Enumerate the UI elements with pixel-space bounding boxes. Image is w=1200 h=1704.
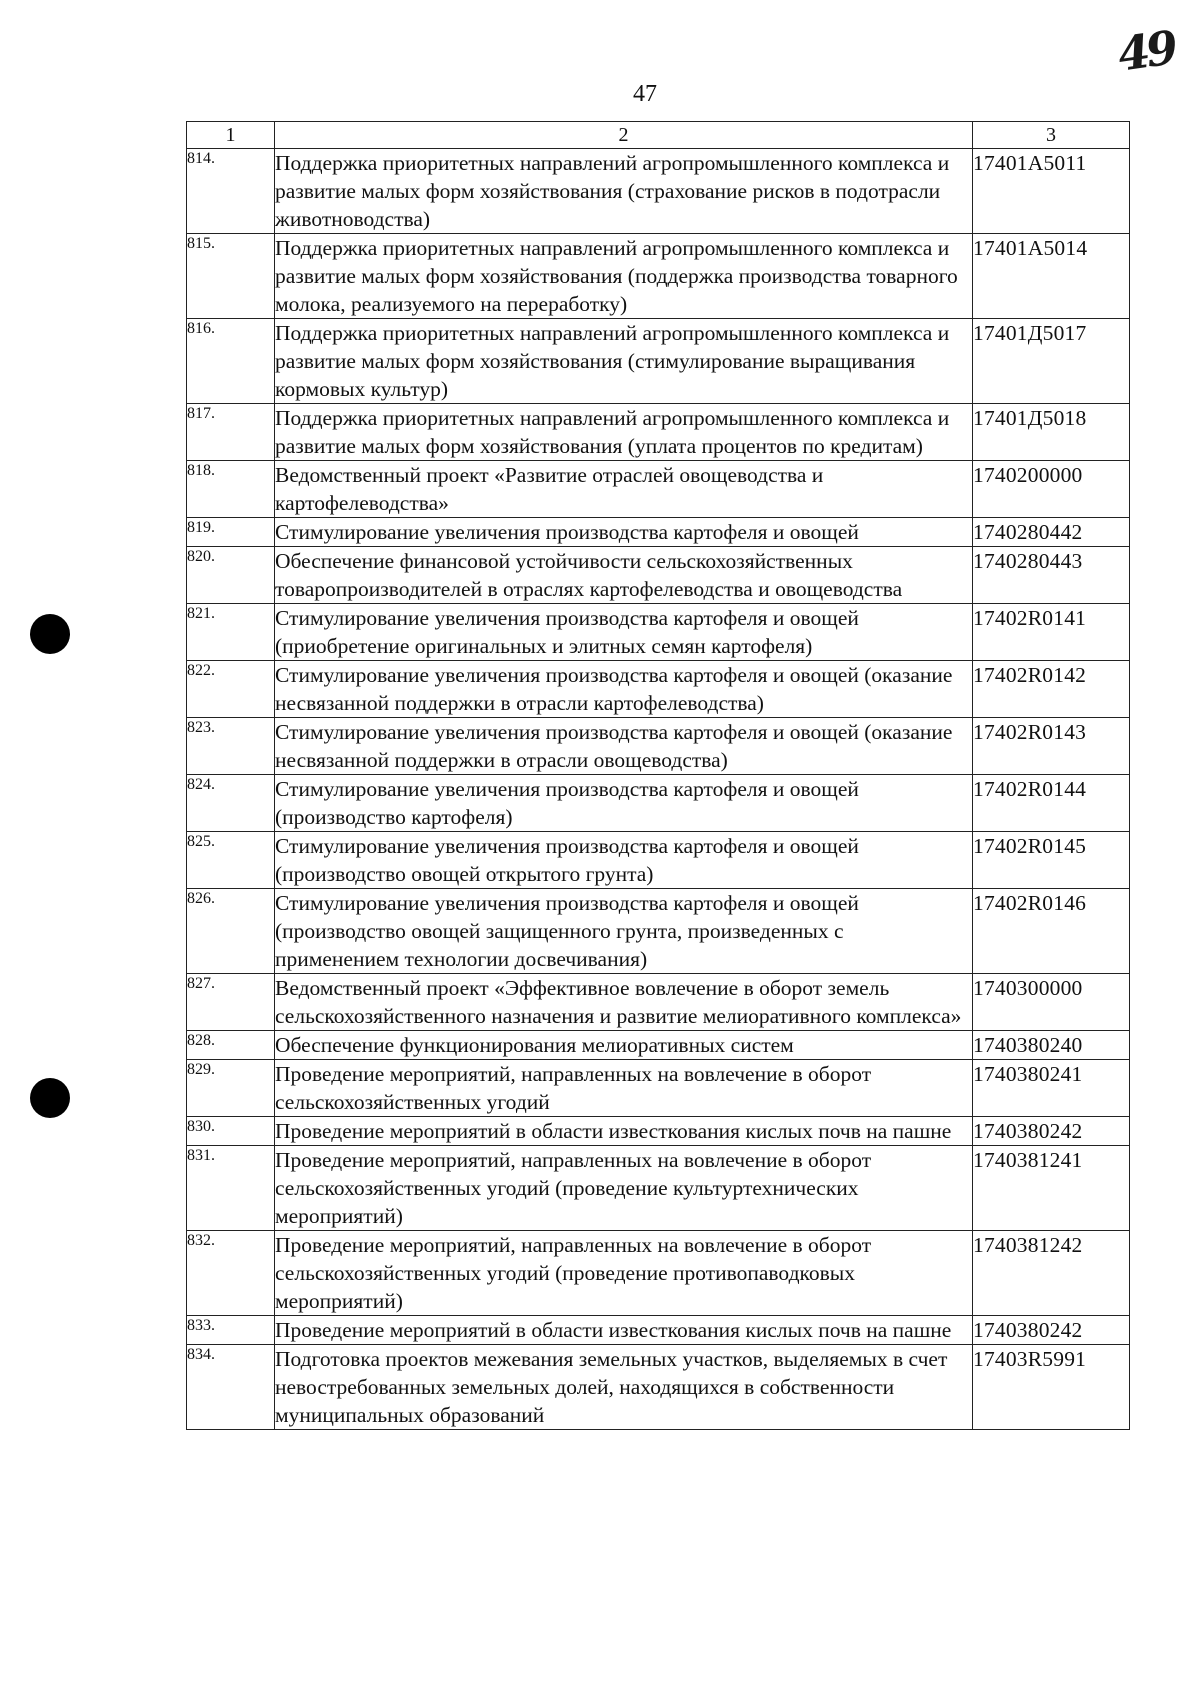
column-header-name: 2	[275, 122, 973, 149]
row-name: Ведомственный проект «Эффективное вовлечение в оборот земель сельскохозяйственного назначения и развитие мелиоративного комплекса»	[275, 974, 973, 1031]
row-number: 833.	[187, 1316, 275, 1345]
row-name: Поддержка приоритетных направлений агропромышленного комплекса и развитие малых форм хозяйствования (страхование рисков в подотрасли животноводства)	[275, 149, 973, 234]
table-row	[187, 718, 1130, 775]
table-row	[187, 1316, 1130, 1345]
table-row	[187, 974, 1130, 1031]
table-row	[187, 461, 1130, 518]
row-name: Стимулирование увеличения производства картофеля и овощей	[275, 518, 973, 547]
row-code: 1740280443	[973, 547, 1130, 604]
row-code: 1740280442	[973, 518, 1130, 547]
page-number: 47	[633, 81, 657, 107]
row-code: 1740380240	[973, 1031, 1130, 1060]
row-name: Проведение мероприятий в области известкования кислых почв на пашне	[275, 1316, 973, 1345]
row-number: 825.	[187, 832, 275, 889]
row-name: Проведение мероприятий, направленных на вовлечение в оборот сельскохозяйственных угодий (проведение культуртехнических мероприятий)	[275, 1146, 973, 1231]
row-name: Ведомственный проект «Развитие отраслей овощеводства и картофелеводства»	[275, 461, 973, 518]
row-number: 830.	[187, 1117, 275, 1146]
row-number: 827.	[187, 974, 275, 1031]
row-name: Стимулирование увеличения производства картофеля и овощей (производство овощей открытого грунта)	[275, 832, 973, 889]
table-row	[187, 775, 1130, 832]
table-row	[187, 518, 1130, 547]
table-row	[187, 1060, 1130, 1117]
table-row	[187, 1031, 1130, 1060]
row-number: 819.	[187, 518, 275, 547]
row-code: 1740381241	[973, 1146, 1130, 1231]
row-number: 832.	[187, 1231, 275, 1316]
row-code: 1740381242	[973, 1231, 1130, 1316]
row-number: 815.	[187, 234, 275, 319]
row-name: Обеспечение финансовой устойчивости сельскохозяйственных товаропроизводителей в отраслях картофелеводства и овощеводства	[275, 547, 973, 604]
row-name: Проведение мероприятий в области известкования кислых почв на пашне	[275, 1117, 973, 1146]
row-code: 17401А5011	[973, 149, 1130, 234]
row-name: Проведение мероприятий, направленных на вовлечение в оборот сельскохозяйственных угодий	[275, 1060, 973, 1117]
table-body	[187, 122, 1130, 1430]
punch-hole	[30, 614, 70, 654]
row-name: Поддержка приоритетных направлений агропромышленного комплекса и развитие малых форм хозяйствования (уплата процентов по кредитам)	[275, 404, 973, 461]
row-number: 831.	[187, 1146, 275, 1231]
row-number: 829.	[187, 1060, 275, 1117]
row-code: 1740380241	[973, 1060, 1130, 1117]
row-code: 1740380242	[973, 1316, 1130, 1345]
column-header-code: 3	[973, 122, 1130, 149]
row-number: 818.	[187, 461, 275, 518]
row-code: 17401Д5017	[973, 319, 1130, 404]
table-row	[187, 604, 1130, 661]
row-code: 17402R0144	[973, 775, 1130, 832]
row-number: 817.	[187, 404, 275, 461]
row-code: 17401Д5018	[973, 404, 1130, 461]
table-row	[187, 1117, 1130, 1146]
row-code: 17402R0145	[973, 832, 1130, 889]
row-name: Стимулирование увеличения производства картофеля и овощей (производство овощей защищенного грунта, произведенных с применением технологии досвечивания)	[275, 889, 973, 974]
table-row	[187, 889, 1130, 974]
table-header-row	[187, 122, 1130, 149]
table-row	[187, 234, 1130, 319]
table-row	[187, 404, 1130, 461]
table-row	[187, 547, 1130, 604]
row-name: Подготовка проектов межевания земельных участков, выделяемых в счет невостребованных земельных долей, находящихся в собственности муниципальных образований	[275, 1345, 973, 1430]
row-name: Обеспечение функционирования мелиоративных систем	[275, 1031, 973, 1060]
row-code: 1740200000	[973, 461, 1130, 518]
row-code: 17402R0143	[973, 718, 1130, 775]
row-name: Поддержка приоритетных направлений агропромышленного комплекса и развитие малых форм хозяйствования (поддержка производства товарного молока, реализуемого на переработку)	[275, 234, 973, 319]
row-code: 1740300000	[973, 974, 1130, 1031]
row-number: 820.	[187, 547, 275, 604]
row-number: 814.	[187, 149, 275, 234]
punch-hole	[30, 1078, 70, 1118]
row-number: 834.	[187, 1345, 275, 1430]
row-name: Стимулирование увеличения производства картофеля и овощей (приобретение оригинальных и элитных семян картофеля)	[275, 604, 973, 661]
budget-classification-table	[186, 121, 1130, 1430]
row-code: 17402R0146	[973, 889, 1130, 974]
row-number: 824.	[187, 775, 275, 832]
row-code: 17402R0142	[973, 661, 1130, 718]
table-row	[187, 832, 1130, 889]
row-number: 826.	[187, 889, 275, 974]
row-name: Поддержка приоритетных направлений агропромышленного комплекса и развитие малых форм хозяйствования (стимулирование выращивания кормовых культур)	[275, 319, 973, 404]
row-code: 17401А5014	[973, 234, 1130, 319]
table-row	[187, 149, 1130, 234]
row-code: 17403R5991	[973, 1345, 1130, 1430]
row-number: 816.	[187, 319, 275, 404]
row-name: Стимулирование увеличения производства картофеля и овощей (оказание несвязанной поддержки в отрасли картофелеводства)	[275, 661, 973, 718]
table-row	[187, 1146, 1130, 1231]
table-row	[187, 1231, 1130, 1316]
table-row	[187, 319, 1130, 404]
row-code: 17402R0141	[973, 604, 1130, 661]
handwritten-page-mark: 49	[1114, 20, 1178, 82]
row-code: 1740380242	[973, 1117, 1130, 1146]
row-number: 822.	[187, 661, 275, 718]
row-name: Стимулирование увеличения производства картофеля и овощей (оказание несвязанной поддержки в отрасли овощеводства)	[275, 718, 973, 775]
table-row	[187, 661, 1130, 718]
row-name: Проведение мероприятий, направленных на вовлечение в оборот сельскохозяйственных угодий (проведение противопаводковых мероприятий)	[275, 1231, 973, 1316]
row-number: 828.	[187, 1031, 275, 1060]
column-header-number: 1	[187, 122, 275, 149]
row-number: 823.	[187, 718, 275, 775]
table-row	[187, 1345, 1130, 1430]
row-number: 821.	[187, 604, 275, 661]
row-name: Стимулирование увеличения производства картофеля и овощей (производство картофеля)	[275, 775, 973, 832]
